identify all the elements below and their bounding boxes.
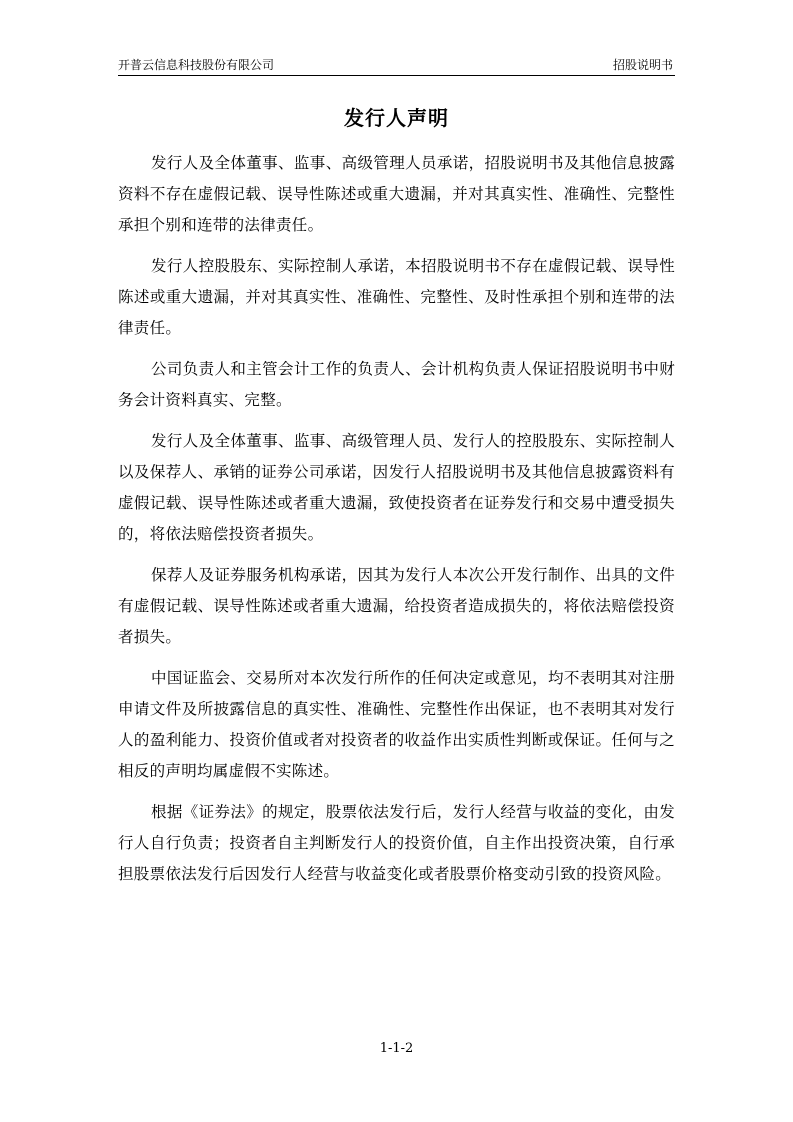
paragraph: 中国证监会、交易所对本次发行所作的任何决定或意见，均不表明其对注册申请文件及所披露信息的真实性、准确性、完整性作出保证，也不表明其对发行人的盈利能力、投资价值或者对投资者的收益作出实质性判断或保证。任何与之相反的声明均属虚假不实陈述。 bbox=[118, 669, 675, 780]
paragraph: 发行人及全体董事、监事、高级管理人员、发行人的控股股东、实际控制人以及保荐人、承销的证券公司承诺，因发行人招股说明书及其他信息披露资料有虚假记载、误导性陈述或者重大遗漏，致使投资者在证券发行和交易中遭受损失的，将依法赔偿投资者损失。 bbox=[118, 432, 675, 543]
paragraph: 发行人及全体董事、监事、高级管理人员承诺，招股说明书及其他信息披露资料不存在虚假记载、误导性陈述或重大遗漏，并对其真实性、准确性、完整性承担个别和连带的法律责任。 bbox=[118, 154, 675, 234]
paragraph: 保荐人及证券服务机构承诺，因其为发行人本次公开发行制作、出具的文件有虚假记载、误导性陈述或者重大遗漏，给投资者造成损失的，将依法赔偿投资者损失。 bbox=[118, 566, 675, 646]
page-header bbox=[118, 55, 675, 76]
page-number: 1-1-2 bbox=[379, 1041, 414, 1056]
paragraph: 公司负责人和主管会计工作的负责人、会计机构负责人保证招股说明书中财务会计资料真实、完整。 bbox=[118, 360, 675, 409]
page-title: 发行人声明 bbox=[344, 106, 449, 130]
paragraph: 根据《证券法》的规定，股票依法发行后，发行人经营与收益的变化，由发行人自行负责；投资者自主判断发行人的投资价值，自主作出投资决策，自行承担股票依法发行后因发行人经营与收益变化或者股票价格变动引致的投资风险。 bbox=[118, 803, 675, 883]
company-name: 开普云信息科技股份有限公司 bbox=[118, 58, 275, 72]
statement-body bbox=[118, 148, 675, 900]
paragraph: 发行人控股股东、实际控制人承诺，本招股说明书不存在虚假记载、误导性陈述或重大遗漏，并对其真实性、准确性、完整性、及时性承担个别和连带的法律责任。 bbox=[118, 257, 675, 337]
document-type: 招股说明书 bbox=[612, 58, 673, 72]
